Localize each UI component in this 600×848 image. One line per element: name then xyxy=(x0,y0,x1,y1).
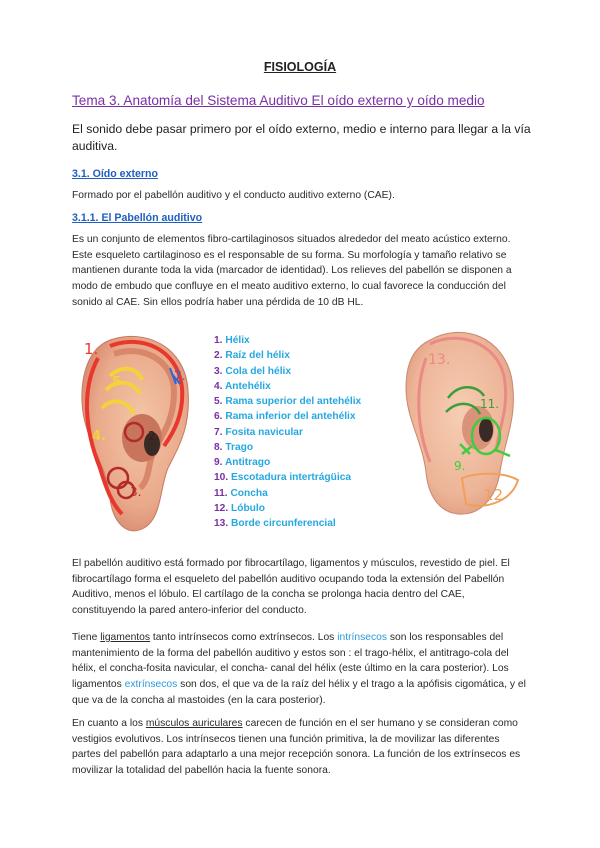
muscles-paragraph: En cuanto a los músculos auriculares carecen de función en el ser humano y se consideran como vestigios evolutivos. Los intrínsecos tienen una función primitiva, la de movilizar las diferentes partes del pabellón para adaptarlo a una mejor recepción sonora. La función de los extrínsecos es movilizar la totalidad del pabellón hacia la fuente sonora. xyxy=(72,718,521,777)
left-ear-mark-5: 5 xyxy=(112,375,122,390)
right-ear-mark-13: 13. xyxy=(428,352,451,368)
legend-item: 13. Borde circunferencial xyxy=(214,518,336,529)
ear-parts-legend xyxy=(214,333,361,531)
legend-item: 12. Lóbulo xyxy=(214,502,265,514)
right-ear-illustration xyxy=(400,322,528,518)
ligaments-paragraph: Tiene ligamentos tanto intrínsecos como extrínsecos. Los intrínsecos son los responsables del mantenimiento de la forma del pabellón auditivo y estos son : el trago-hélix, el antitrago-cola del hélix, el concha-fosita navicular, el concha- canal del hélix (este último en la cara posterior). Los ligamentos extrínsecos son dos, el que va de la raíz del hélix y el trago a la apófisis cigomática, y el que va de la concha al mastoides (en la cara posterior). xyxy=(72,632,526,706)
legend-item: 6. Rama inferior del antehélix xyxy=(214,411,356,423)
left-ear-mark-1: 1. xyxy=(84,340,99,358)
legend-item: 9. Antitrago xyxy=(214,457,271,468)
legend-item: 11. Concha xyxy=(214,487,268,499)
legend-item: 2. Raíz del hélix xyxy=(214,350,290,362)
legend-item: 8. Trago xyxy=(214,441,254,453)
page-title: FISIOLOGÍA xyxy=(263,60,337,74)
right-ear-mark-11: 11. xyxy=(480,397,500,411)
section-3-1-1-text: Es un conjunto de elementos fibro-cartilaginosos situados alrededor del meato acústico externo. Este esqueleto cartilaginoso es el responsable de su forma. Su morfología y tamaño relativo se mantienen durante toda la vida (marcador de identidad). Los relieves del pabellón se disponen a modo de embudo que confluye en el meato auditivo externo, lo cual favorece la conducción del sonido al CAE. Sin ellos podría haber una pérdida de 10 dB HL. xyxy=(72,234,512,308)
right-ear-mark-9: 9. xyxy=(454,459,466,473)
legend-item: 3. Cola del hélix xyxy=(214,365,292,377)
section-heading-3-1: 3.1. Oído externo xyxy=(72,168,158,180)
left-ear-mark-3: 3. xyxy=(130,485,142,499)
topic-heading: Tema 3. Anatomía del Sistema Auditivo El oído externo y oído medio xyxy=(72,93,485,108)
legend-item: 4. Antehélix xyxy=(214,380,271,392)
ligamentos-term: ligamentos xyxy=(100,632,151,643)
left-ear-mark-7: 7. xyxy=(174,369,186,383)
legend-item: 7. Fosita navicular xyxy=(214,426,303,438)
left-ear-mark-4: 4. xyxy=(92,429,106,444)
musculos-term: músculos auriculares xyxy=(145,718,243,729)
legend-item: 1. Hélix xyxy=(214,335,250,346)
left-ear-mark-2: 2. xyxy=(148,429,160,443)
right-ear-mark-12: 12 xyxy=(484,486,504,504)
pabellon-paragraph: El pabellón auditivo está formado por fibrocartílago, ligamentos y músculos, revestido de piel. El fibrocartílago forma el esqueleto del pabellón auditivo ocupando toda la extensión del Pabellón Auditivo, menos el lóbulo. El cartílago de la concha se prolonga hacia dentro del CAE, constituyendo la pared antero-inferior del conducto. xyxy=(72,558,510,617)
section-heading-3-1-1: 3.1.1. El Pabellón auditivo xyxy=(72,212,203,224)
legend-item: 10. Escotadura intertrágüica xyxy=(214,472,352,484)
left-ear-illustration xyxy=(70,328,200,538)
legend-item: 5. Rama superior del antehélix xyxy=(214,396,362,407)
extrinsecos-term: extrínsecos xyxy=(124,679,178,691)
intro-paragraph: El sonido debe pasar primero por el oído externo, medio e interno para llegar a la vía auditiva. xyxy=(72,122,531,153)
intrinsecos-term: intrínsecos xyxy=(337,632,387,643)
section-3-1-text: Formado por el pabellón auditivo y el conducto auditivo externo (CAE). xyxy=(72,190,395,201)
